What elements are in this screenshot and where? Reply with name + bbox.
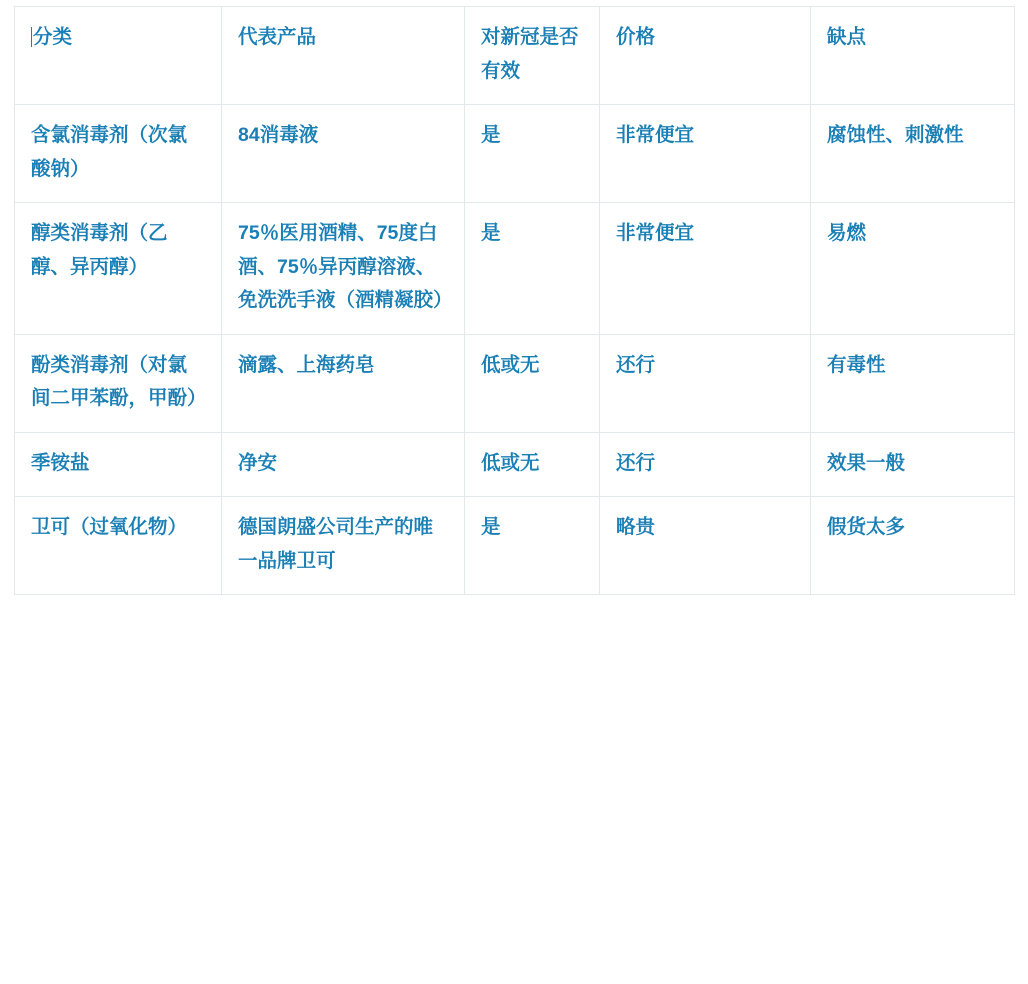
- cell-effective: 是: [465, 497, 600, 595]
- cell-category: 醇类消毒剂（乙醇、异丙醇）: [15, 203, 222, 335]
- table-header-row: [15, 7, 1015, 105]
- cell-drawback: 有毒性: [811, 334, 1015, 432]
- cell-category: 季铵盐: [15, 432, 222, 497]
- column-header-product: 代表产品: [222, 7, 465, 105]
- table-body: [15, 105, 1015, 595]
- table-row: [15, 105, 1015, 203]
- column-header-price: 价格: [600, 7, 811, 105]
- document-page: [0, 6, 1028, 984]
- table-row: [15, 497, 1015, 595]
- cell-product: 净安: [222, 432, 465, 497]
- cell-drawback: 易燃: [811, 203, 1015, 335]
- column-header-category: [15, 7, 222, 105]
- cell-price: 还行: [600, 334, 811, 432]
- cell-drawback: 效果一般: [811, 432, 1015, 497]
- table-header: [15, 7, 1015, 105]
- cell-effective: 低或无: [465, 334, 600, 432]
- cell-category: 含氯消毒剂（次氯酸钠）: [15, 105, 222, 203]
- cell-product: 滴露、上海药皂: [222, 334, 465, 432]
- cell-price: 非常便宜: [600, 105, 811, 203]
- cell-price: 略贵: [600, 497, 811, 595]
- cell-effective: 是: [465, 105, 600, 203]
- cell-price: 非常便宜: [600, 203, 811, 335]
- cell-effective: 低或无: [465, 432, 600, 497]
- cell-product: 德国朗盛公司生产的唯一品牌卫可: [222, 497, 465, 595]
- cell-effective: 是: [465, 203, 600, 335]
- column-header-category-label: 分类: [33, 26, 73, 48]
- table-row: [15, 432, 1015, 497]
- cell-drawback: 腐蚀性、刺激性: [811, 105, 1015, 203]
- cell-category: 酚类消毒剂（对氯间二甲苯酚，甲酚）: [15, 334, 222, 432]
- cell-drawback: 假货太多: [811, 497, 1015, 595]
- cell-price: 还行: [600, 432, 811, 497]
- cell-category: 卫可（过氧化物）: [15, 497, 222, 595]
- table-row: [15, 203, 1015, 335]
- text-cursor: [31, 27, 32, 47]
- table-row: [15, 334, 1015, 432]
- disinfectant-comparison-table: [14, 6, 1015, 595]
- column-header-effective: 对新冠是否有效: [465, 7, 600, 105]
- cell-product: 84消毒液: [222, 105, 465, 203]
- column-header-drawback: 缺点: [811, 7, 1015, 105]
- cell-product: 75％医用酒精、75度白酒、75％异丙醇溶液、免洗洗手液（酒精凝胶）: [222, 203, 465, 335]
